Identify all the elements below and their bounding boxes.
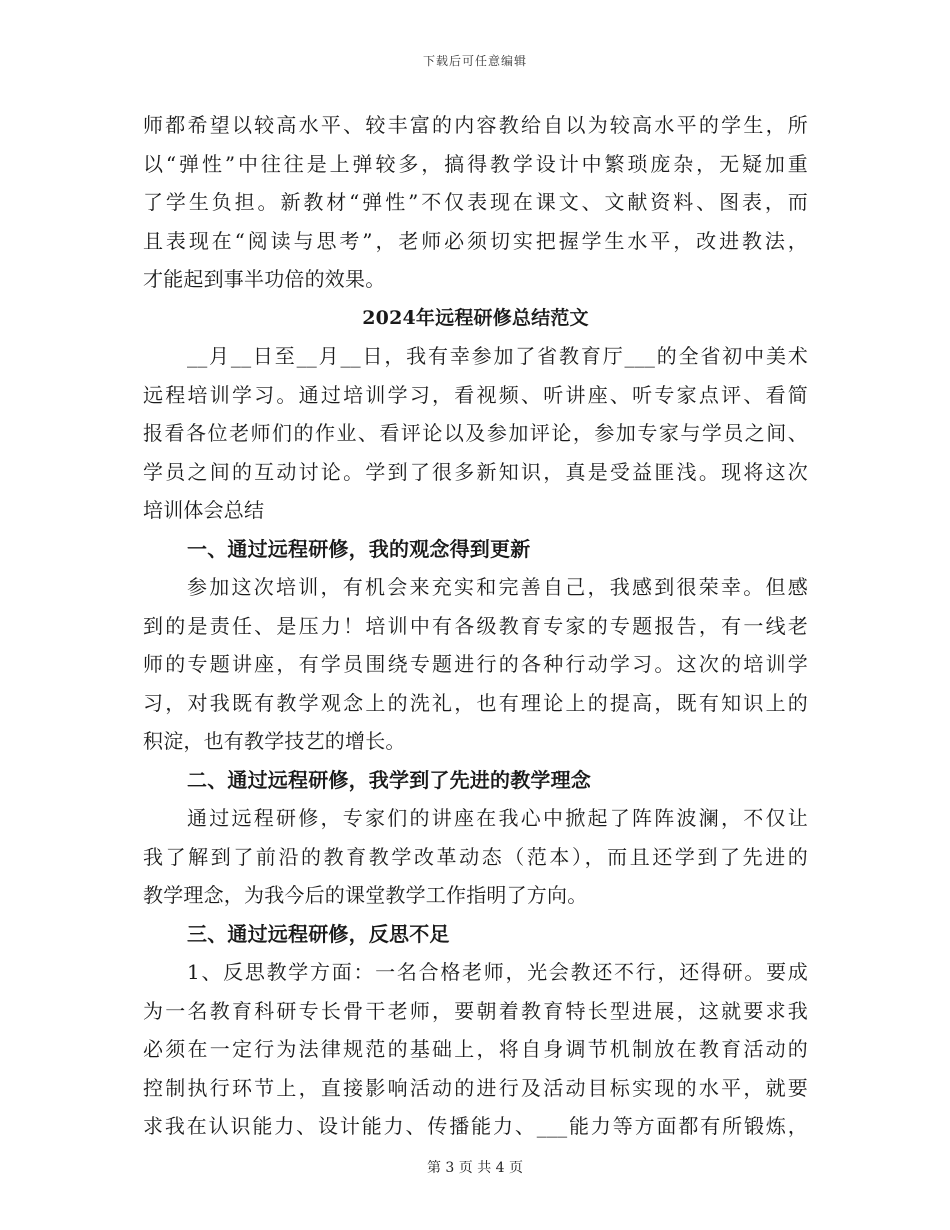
paragraph-line: 远程培训学习。通过培训学习，看视频、听讲座、听专家点评、看简 xyxy=(143,382,808,407)
paragraph-line: 通过远程研修，专家们的讲座在我心中掀起了阵阵波澜，不仅让 xyxy=(187,806,808,830)
paragraph-line: 且表现在“阅读与思考”，老师必须切实把握学生水平，改进教法， xyxy=(143,228,808,253)
paragraph-line: 了学生负担。新教材“弹性”不仅表现在课文、文献资料、图表，而 xyxy=(143,190,808,214)
paragraph-line: 我了解到了前沿的教育教学改革动态（范本），而且还学到了先进的 xyxy=(143,844,808,869)
paragraph-line: 教学理念，为我今后的课堂教学工作指明了方向。 xyxy=(143,883,588,907)
paragraph-line: 求我在认识能力、设计能力、传播能力、___能力等方面都有所锻炼， xyxy=(143,1114,808,1138)
section-heading: 一、通过远程研修，我的观念得到更新 xyxy=(187,536,531,561)
document-title: 2024年远程研修总结范文 xyxy=(362,306,589,329)
paragraph-line: __月__日至__月__日，我有幸参加了省教育厅___的全省初中美术 xyxy=(187,344,808,368)
paragraph-line: 到的是责任、是压力！培训中有各级教育专家的专题报告，有一线老 xyxy=(143,613,808,638)
paragraph-line: 培训体会总结 xyxy=(143,498,265,522)
paragraph-line: 为一名教育科研专长骨干老师，要朝着教育特长型进展，这就要求我 xyxy=(143,998,808,1023)
page-number-footer: 第 3 页 共 4 页 xyxy=(426,1160,524,1176)
document-body xyxy=(143,106,808,1146)
section-heading: 三、通过远程研修，反思不足 xyxy=(187,921,450,946)
header-note: 下载后可任意编辑 xyxy=(422,54,527,68)
paragraph-line: 师的专题讲座，有学员围绕专题进行的各种行动学习。这次的培训学 xyxy=(143,652,808,676)
paragraph-line: 报看各位老师们的作业、看评论以及参加评论，参加专家与学员之间、 xyxy=(143,421,808,445)
section-heading: 二、通过远程研修，我学到了先进的教学理念 xyxy=(187,767,591,792)
paragraph-line: 控制执行环节上，直接影响活动的进行及活动目标实现的水平，就要 xyxy=(143,1075,808,1100)
paragraph-line: 必须在一定行为法律规范的基础上，将自身调节机制放在教育活动的 xyxy=(143,1037,808,1061)
paragraph-line: 1、反思教学方面：一名合格老师，光会教还不行，还得研。要成 xyxy=(187,960,808,984)
paragraph-line: 学员之间的互动讨论。学到了很多新知识，真是受益匪浅。现将这次 xyxy=(143,459,808,484)
paragraph-line: 习，对我既有教学观念上的洗礼，也有理论上的提高，既有知识上的 xyxy=(143,690,808,715)
paragraph-line: 师都希望以较高水平、较丰富的内容教给自以为较高水平的学生，所 xyxy=(143,113,808,137)
paragraph-line: 积淀，也有教学技艺的增长。 xyxy=(143,729,406,753)
paragraph-line: 才能起到事半功倍的效果。 xyxy=(143,267,386,291)
paragraph-line: 参加这次培训，有机会来充实和完善自己，我感到很荣幸。但感 xyxy=(187,575,808,599)
paragraph-line: 以“弹性”中往往是上弹较多，搞得教学设计中繁琐庞杂，无疑加重 xyxy=(143,151,808,176)
